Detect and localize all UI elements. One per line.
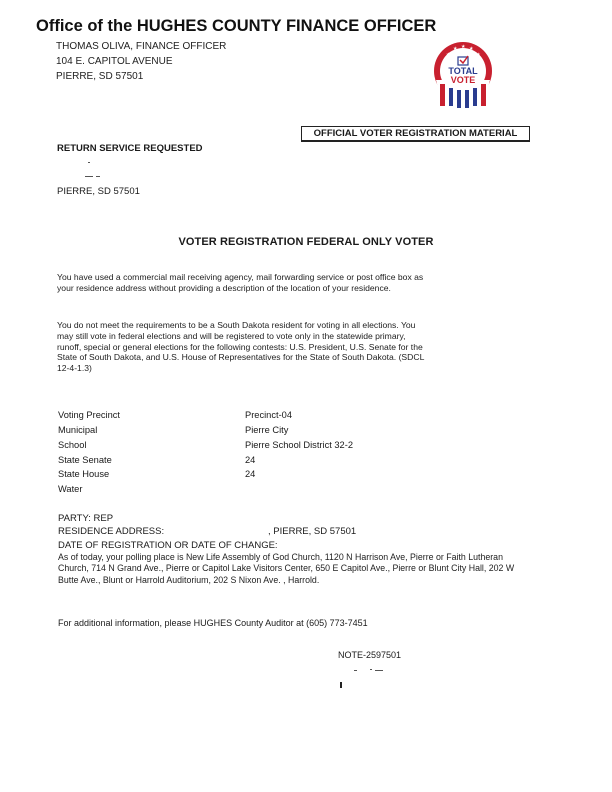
- detail-label: Municipal: [58, 425, 98, 435]
- detail-value: Pierre School District 32-2: [245, 440, 353, 450]
- detail-value: 24: [245, 469, 256, 479]
- office-title: Office of the HUGHES COUNTY FINANCE OFFICER: [36, 17, 437, 35]
- svg-text:TOTAL: TOTAL: [448, 66, 478, 76]
- total-vote-icon: [430, 40, 496, 112]
- svg-text:VOTE: VOTE: [450, 75, 476, 85]
- svg-text:★: ★: [453, 46, 458, 52]
- stray-mark: [340, 682, 342, 688]
- detail-label: School: [58, 440, 87, 450]
- office-city: PIERRE, SD 57501: [56, 71, 144, 82]
- return-service-label: RETURN SERVICE REQUESTED: [57, 143, 203, 154]
- notice-paragraph-2: You do not meet the requirements to be a South Dakota resident for voting in all elections. You may still vote in federal elections and will be registered to vote only in the statewide primary, runoff, special or general elections for the following contests: U.S. President, U.S. Senate for the State of South Dakota, and U.S. House of Representatives for the State of South Dakota. (SDCL 12-4-1.3): [57, 320, 425, 374]
- residence-address-value: , PIERRE, SD 57501: [268, 526, 357, 537]
- redaction-mark: [88, 162, 90, 163]
- registration-date-label: DATE OF REGISTRATION OR DATE OF CHANGE:: [58, 540, 278, 551]
- svg-text:★: ★: [476, 52, 481, 58]
- polling-place-text: As of today, your polling place is New Life Assembly of God Church, 1120 N Harrison Ave, Pierre or Faith Lutheran Church, 714 N Grand Ave., Pierre or Capitol Lake Visitors Center, 650 E Capitol Ave., Pierre or Blunt City Hall, 202 W Butte Ave., Blunt or Harrold Auditorium, 202 S Nixon Ave. , Harrold.: [58, 552, 515, 585]
- svg-text:★: ★: [446, 52, 451, 58]
- total-vote-logo: [430, 40, 496, 112]
- stray-mark: [370, 669, 372, 670]
- detail-value: Precinct-04: [245, 410, 293, 420]
- svg-text:★: ★: [469, 46, 474, 52]
- detail-value: 24: [245, 455, 256, 465]
- residence-address-label: RESIDENCE ADDRESS:: [58, 526, 165, 537]
- redaction-mark: [85, 176, 93, 177]
- document-title: VOTER REGISTRATION FEDERAL ONLY VOTER: [178, 236, 434, 248]
- svg-text:★: ★: [461, 44, 466, 50]
- detail-value: Pierre City: [245, 425, 289, 435]
- notice-paragraph-1: You have used a commercial mail receiving agency, mail forwarding service or post office box as your residence address without providing a description of the location of your residence.: [57, 272, 424, 293]
- official-divider: [301, 140, 530, 142]
- detail-label: Water: [58, 484, 83, 494]
- official-material-label: OFFICIAL VOTER REGISTRATION MATERIAL: [301, 126, 530, 142]
- note-number: NOTE-2597501: [338, 650, 402, 660]
- stray-mark: [354, 670, 357, 671]
- detail-label: State Senate: [58, 455, 112, 465]
- party-affiliation: PARTY: REP: [58, 513, 114, 524]
- officer-name: THOMAS OLIVA, FINANCE OFFICER: [56, 41, 227, 52]
- office-street: 104 E. CAPITOL AVENUE: [56, 56, 173, 67]
- additional-info: For additional information, please HUGHES County Auditor at (605) 773-7451: [58, 618, 368, 628]
- recipient-city: PIERRE, SD 57501: [57, 186, 140, 197]
- detail-label: State House: [58, 469, 110, 479]
- stray-mark: [375, 670, 383, 671]
- redaction-mark: [96, 176, 100, 177]
- detail-label: Voting Precinct: [58, 410, 121, 420]
